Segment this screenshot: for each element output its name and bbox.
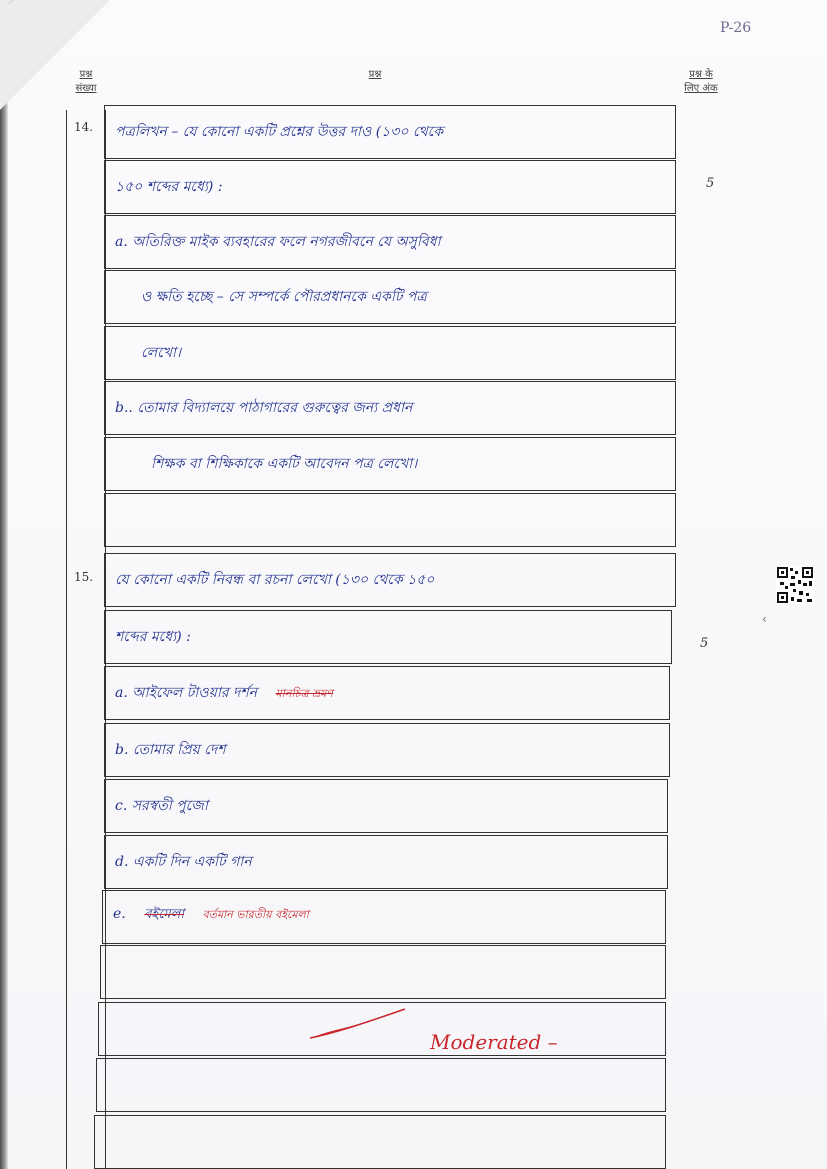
q15-option-e-replacement: বর্তমান ভারতীয় বইমেলা	[202, 908, 309, 921]
moderated-note: Moderated –	[430, 1030, 558, 1054]
q14-line-2-text: ১৫০ শব্দের মধ্যে) :	[115, 179, 223, 195]
margin-mark-icon: ‹	[762, 612, 767, 626]
marks-header-line1: प्रश्न के	[689, 69, 713, 80]
scan-edge-shadow	[0, 0, 8, 1169]
marks-header	[676, 66, 726, 94]
page-number: P-26	[720, 20, 752, 36]
q14-line-4-text: ও ক্ষতি হচ্ছে – সে সম্পর্কে পৌরপ্রধানকে একটি পত্র	[141, 289, 427, 305]
q15-line-7	[102, 890, 666, 944]
q14-line-1-text: পত্রলিখন – যে কোনো একটি প্রশ্নের উত্তর দাও (১৩০ থেকে	[115, 124, 444, 140]
question-header: प्रश्न	[368, 69, 382, 80]
question-14-marks: 5	[706, 176, 715, 191]
q14-line-2	[104, 160, 676, 214]
qnum-header-line2: संख्या	[75, 83, 97, 94]
q15-line-3	[104, 666, 670, 720]
marks-header-line2: लिए अंक	[684, 83, 718, 94]
blank-line-4	[94, 1115, 666, 1169]
q15-option-a: a. আইফেল টাওয়ার দর্শন	[115, 685, 258, 701]
q15-line-4-text: b. তোমার প্রিয় দেশ	[115, 742, 226, 758]
q14-line-7	[104, 437, 676, 491]
q14-line-6-text: b.. তোমার বিদ্যালয়ে পাঠাগারের গুরুত্বের জন্য প্রধান	[115, 400, 413, 416]
blank-line-1	[100, 945, 666, 999]
q14-line-6	[104, 381, 676, 435]
q15-line-6	[104, 835, 668, 889]
q15-line-4	[104, 723, 670, 777]
q15-option-e: e.	[113, 906, 126, 922]
q15-line-1	[104, 553, 676, 607]
q14-line-3	[104, 215, 676, 269]
question-15-number: 15.	[74, 570, 94, 584]
q14-line-3-text: a. অতিরিক্ত মাইক ব্যবহারের ফলে নগরজীবনে যে অসুবিধা	[115, 234, 441, 250]
q14-line-5-text: লেখো।	[141, 345, 181, 361]
q15-line-2-text: শব্দের মধ্যে) :	[115, 629, 191, 645]
question-15-marks: 5	[700, 636, 709, 651]
q15-line-7-text	[113, 905, 309, 926]
q14-line-1	[104, 105, 676, 159]
q14-line-5	[104, 326, 676, 380]
qnum-header-line1: प्रश्न	[79, 69, 93, 80]
q14-line-8-blank	[104, 493, 676, 547]
question-14-number: 14.	[74, 120, 94, 134]
q15-line-6-text: d. একটি দিন একটি গান	[115, 854, 252, 870]
q15-line-5-text: c. সরস্বতী পুজো	[115, 798, 208, 814]
q15-option-e-struck: বইমেলা	[144, 907, 185, 922]
blank-line-3	[96, 1058, 666, 1112]
q15-line-2	[104, 610, 672, 664]
q15-line-3-text	[115, 681, 333, 705]
q15-option-a-struck-correction: মানচিত্র ভ্রমণ	[275, 687, 333, 700]
question-number-header	[66, 66, 106, 94]
q15-line-5	[104, 779, 668, 833]
q15-line-1-text: যে কোনো একটি নিবন্ধ বা রচনা লেখো (১৩০ থেকে ১৫০	[115, 572, 435, 588]
q14-line-7-text: শিক্ষক বা শিক্ষিকাকে একটি আবেদন পত্র লেখো।	[151, 456, 418, 472]
q14-line-4	[104, 270, 676, 324]
moderator-signature	[305, 1005, 415, 1045]
qr-code-icon	[776, 566, 814, 604]
